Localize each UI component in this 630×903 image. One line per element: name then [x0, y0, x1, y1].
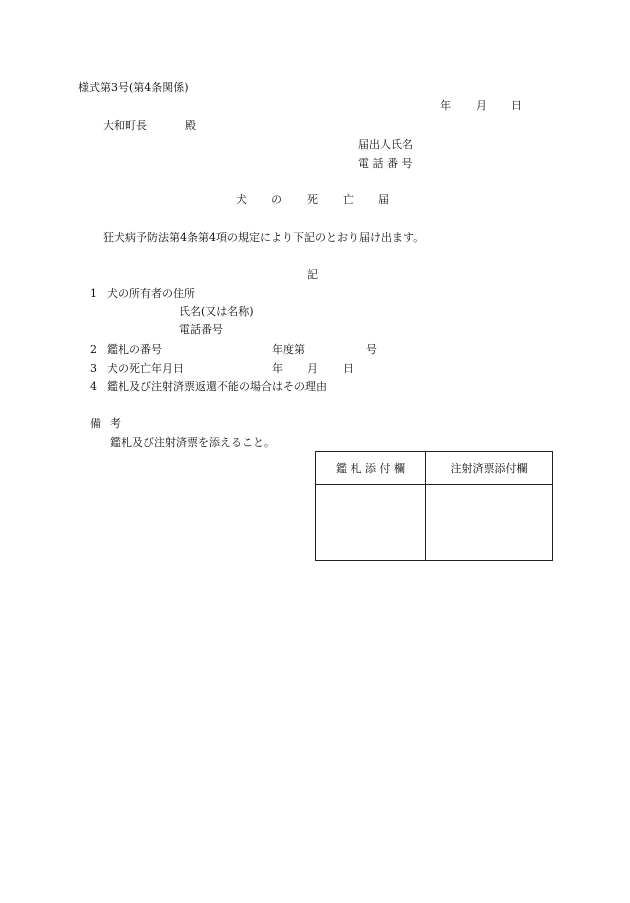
item2-number-suffix: 号 — [366, 343, 377, 356]
addressee-name: 大和町長 — [103, 119, 147, 132]
item4-label: 鑑札及び注射済票返還不能の場合はその理由 — [107, 380, 327, 393]
remarks-heading-2: 考 — [110, 417, 121, 430]
item3-month: 月 — [307, 362, 318, 375]
notifier-name-label: 届出人氏名 — [358, 138, 413, 151]
item1-label: 犬の所有者の住所 — [107, 287, 195, 300]
ki-heading: 記 — [307, 268, 318, 281]
notifier-phone-label: 電 話 番 号 — [358, 157, 413, 170]
title-char-4: 亡 — [343, 193, 354, 206]
attachment-table — [315, 451, 553, 561]
title-char-3: 死 — [307, 193, 318, 206]
title-char-5: 届 — [378, 193, 389, 206]
license-attach-header: 鑑 札 添 付 欄 — [316, 452, 426, 485]
title-char-2: の — [271, 193, 282, 206]
item2-label: 鑑札の番号 — [107, 343, 162, 356]
title-char-1: 犬 — [236, 193, 247, 206]
item1-phone-label: 電話番号 — [179, 323, 223, 336]
item3-label: 犬の死亡年月日 — [107, 362, 184, 375]
remarks-heading-1: 備 — [90, 417, 101, 430]
date-month-label: 月 — [476, 99, 487, 112]
vaccine-tag-attach-cell — [426, 485, 553, 561]
license-attach-cell — [316, 485, 426, 561]
item2-number: 2 — [90, 343, 97, 356]
item3-day: 日 — [343, 362, 354, 375]
item2-year-part: 年度第 — [272, 343, 305, 356]
date-day-label: 日 — [511, 99, 522, 112]
date-year-label: 年 — [440, 99, 451, 112]
form-number: 様式第3号(第4条関係) — [78, 81, 189, 94]
addressee-honorific: 殿 — [185, 119, 196, 132]
item1-name-label: 氏名(又は名称) — [179, 305, 254, 318]
remarks-text: 鑑札及び注射済票を添えること。 — [110, 436, 275, 449]
item1-number: 1 — [90, 287, 97, 300]
item3-number: 3 — [90, 362, 97, 375]
vaccine-tag-attach-header: 注射済票添付欄 — [426, 452, 553, 485]
item4-number: 4 — [90, 380, 97, 393]
intro-text: 狂犬病予防法第4条第4項の規定により下記のとおり届け出ます。 — [103, 231, 425, 244]
item3-year: 年 — [272, 362, 283, 375]
